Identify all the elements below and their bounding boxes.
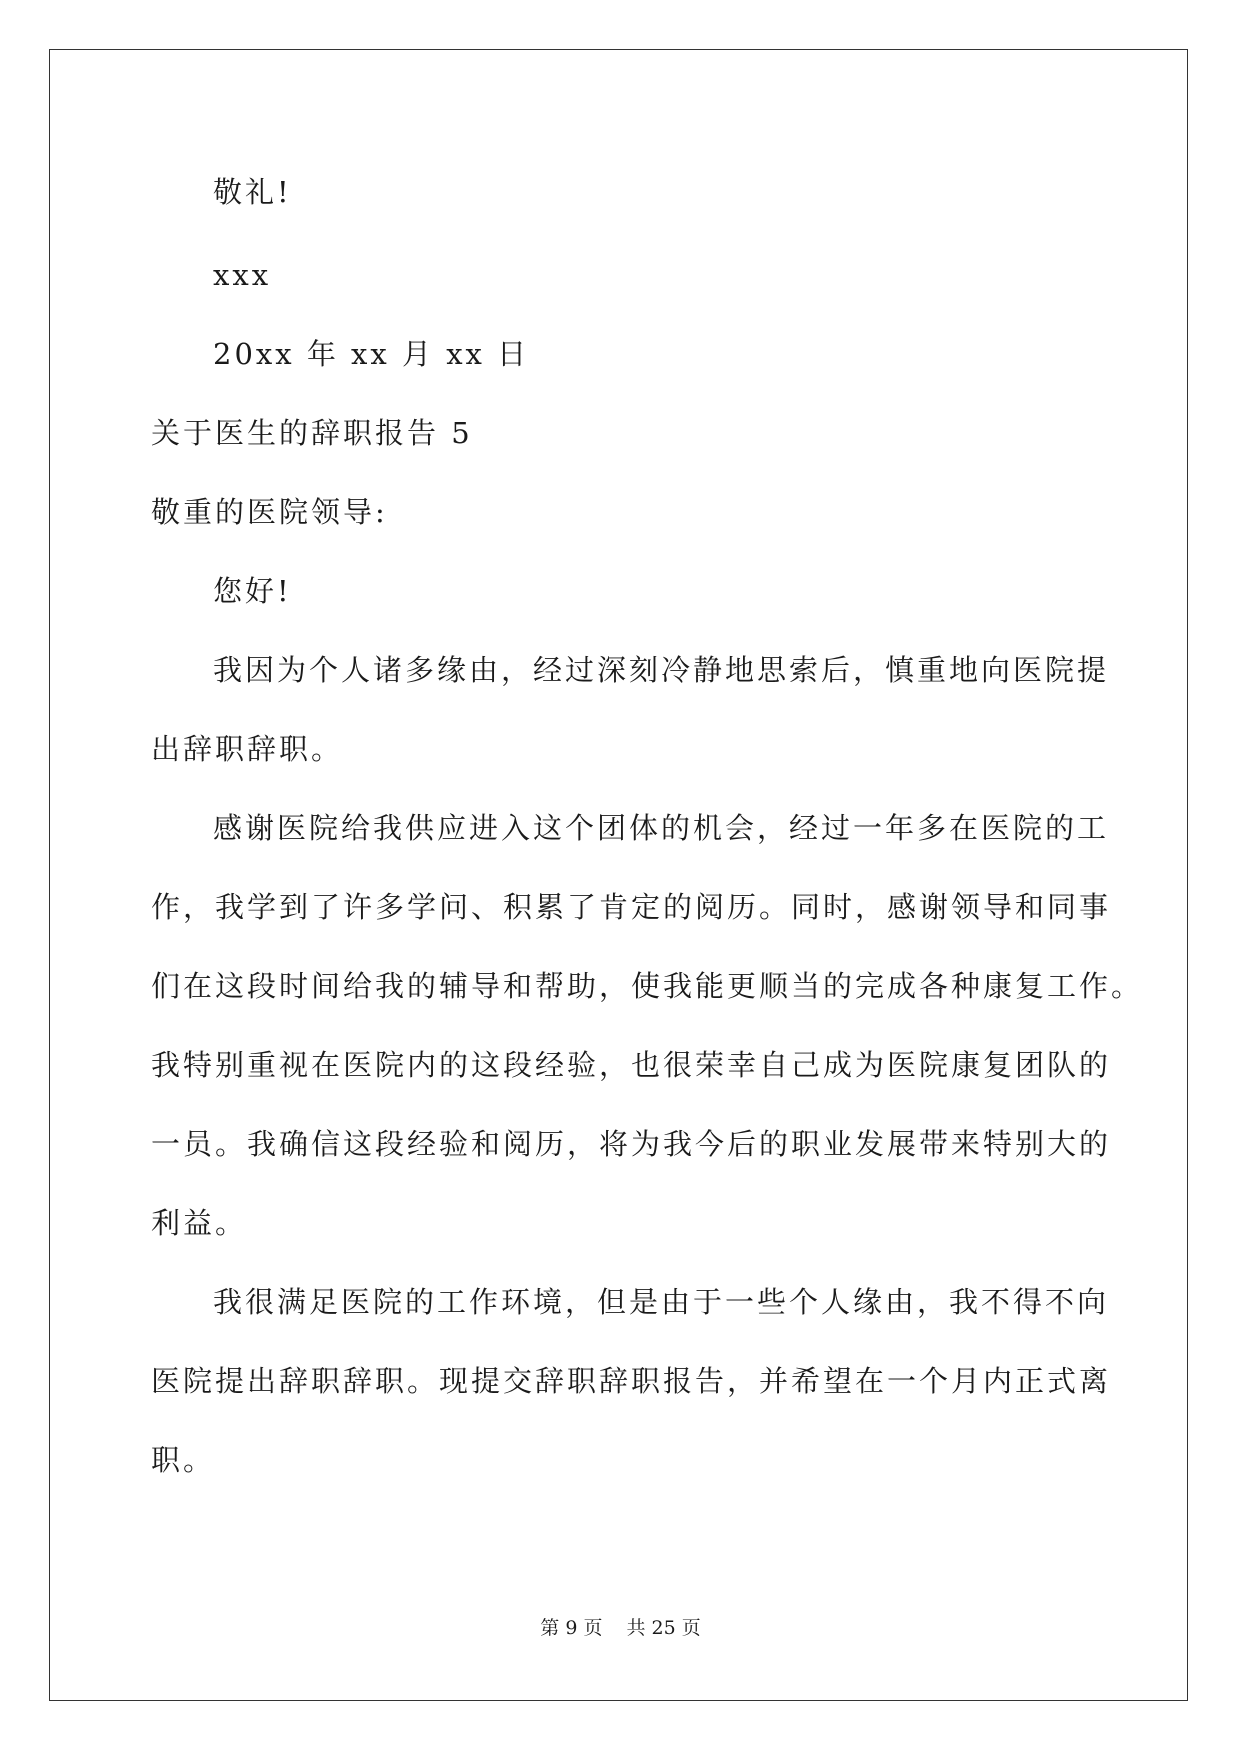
paragraph-2-line-6: 利益。 (151, 1206, 248, 1240)
paragraph-2-line-5: 一员。我确信这段经验和阅历，将为我今后的职业发展带来特别大的 (151, 1127, 1112, 1161)
signature-date: 20xx 年 xx 月 xx 日 (213, 337, 530, 371)
paragraph-2-line-2: 作，我学到了许多学问、积累了肯定的阅历。同时，感谢领导和同事 (151, 890, 1112, 924)
section-title: 关于医生的辞职报告 5 (151, 416, 473, 450)
page-footer (0, 1616, 1241, 1640)
page-border (49, 49, 1188, 1701)
paragraph-2-line-1: 感谢医院给我供应进入这个团体的机会，经过一年多在医院的工 (213, 811, 1110, 845)
paragraph-3-line-1: 我很满足医院的工作环境，但是由于一些个人缘由，我不得不向 (213, 1285, 1110, 1319)
greeting: 您好! (213, 574, 292, 608)
total-pages-indicator: 共 25 页 (626, 1617, 701, 1639)
paragraph-2-line-4: 我特别重视在医院内的这段经验，也很荣幸自己成为医院康复团队的 (151, 1048, 1112, 1082)
closing-salutation: 敬礼! (213, 175, 292, 209)
current-page-indicator: 第 9 页 (540, 1617, 603, 1639)
addressee: 敬重的医院领导: (151, 495, 388, 529)
paragraph-2-line-3: 们在这段时间给我的辅导和帮助，使我能更顺当的完成各种康复工作。 (151, 969, 1144, 1003)
paragraph-1-line-2: 出辞职辞职。 (151, 732, 344, 766)
paragraph-1-line-1: 我因为个人诸多缘由，经过深刻冷静地思索后，慎重地向医院提 (213, 653, 1110, 687)
signature-name: xxx (213, 258, 272, 292)
paragraph-3-line-3: 职。 (151, 1443, 216, 1477)
paragraph-3-line-2: 医院提出辞职辞职。现提交辞职辞职报告，并希望在一个月内正式离 (151, 1364, 1112, 1398)
